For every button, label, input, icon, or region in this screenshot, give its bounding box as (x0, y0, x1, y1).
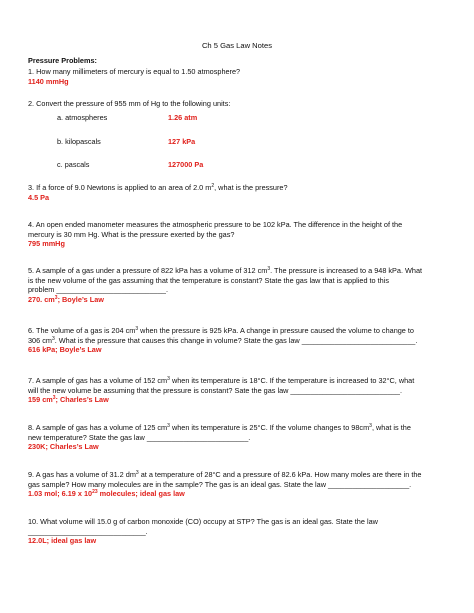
question-9-text-b: at a temperature of 28°C and a pressure of 82.6 kPa. How many moles are there in the (138, 470, 422, 479)
superscript: 3 (135, 470, 139, 476)
superscript: 3 (52, 395, 56, 402)
question-5-line-3: problem ___________________________. (28, 285, 168, 295)
question-7 (28, 376, 450, 405)
question-9-line-2: gas sample? How many molecules are in the sample? The gas is an ideal gas. State the law ____________________. (28, 479, 412, 489)
answer-1: 1140 mmHg (28, 76, 69, 86)
superscript: 3 (54, 294, 58, 301)
question-6-line-2 (28, 336, 450, 346)
question-6-text-d: . What is the pressure that causes this change in volume? State the gas law ____________________________. (54, 335, 418, 345)
part-c-label: c. pascals (57, 160, 90, 169)
question-6-text-a: 6. The volume of a gas is 204 cm (28, 326, 136, 335)
question-4-line-1: 4. An open ended manometer measures the atmospheric pressure to be 102 kPa. The difference in the height of the (28, 220, 403, 229)
question-6-text-c: 306 cm (28, 335, 52, 345)
part-a-label: a. atmospheres (57, 113, 108, 122)
question-5 (28, 266, 450, 304)
question-4 (28, 220, 450, 249)
answer-8: 230K; Charles’s Law (28, 442, 99, 452)
question-5-text-a: 5. A sample of a gas under a pressure of 822 kPa has a volume of 312 cm (28, 266, 268, 275)
question-2-part-b (57, 137, 357, 147)
answer-3: 4.5 Pa (28, 192, 50, 202)
section-heading: Pressure Problems: (28, 56, 97, 65)
question-3-text (28, 183, 450, 193)
question-9 (28, 470, 450, 499)
question-10-line-2: _____________________________. (28, 526, 148, 536)
part-b-answer: 127 kPa (168, 137, 196, 146)
question-7-text-a: 7. A sample of gas has a volume of 152 cm (28, 376, 168, 385)
part-b-label: b. kilopascals (57, 137, 101, 146)
question-6-line-1 (28, 326, 450, 336)
question-9-line-1 (28, 470, 450, 480)
question-5-line-1 (28, 266, 450, 276)
question-8-text-c: , what is the (371, 423, 411, 432)
question-5-line-2: is the new volume of the gas assuming that the temperature is constant? State the gas law that is applied to this (28, 275, 389, 285)
superscript: 3 (167, 376, 170, 382)
question-8-line-2: new temperature? State the gas law _________________________. (28, 432, 251, 442)
question-1-text: 1. How many millimeters of mercury is equal to 1.50 atmosphere? (28, 67, 241, 76)
question-1 (28, 67, 450, 86)
question-9-text-a: 9. A gas has a volume of 31.2 dm (28, 470, 136, 479)
question-8-line-1 (28, 423, 450, 433)
superscript: 2 (211, 183, 215, 189)
answer-5-a: 270. cm (28, 294, 55, 304)
answer-10: 12.0L; ideal gas law (28, 536, 97, 546)
part-c-answer: 127000 Pa (168, 160, 204, 169)
question-10-line-1: 10. What volume will 15.0 g of carbon monoxide (CO) occupy at STP? The gas is an ideal gas. State the law (28, 517, 378, 526)
question-4-line-2: mercury is 30 mm Hg. What is the pressure exerted by the gas? (28, 229, 235, 239)
superscript: 3 (369, 423, 372, 429)
question-3 (28, 183, 450, 202)
superscript: 23 (92, 489, 98, 496)
question-2-part-c (57, 160, 357, 170)
superscript: 3 (167, 423, 170, 429)
question-6-text-b: when the pressure is 925 kPa. A change in pressure caused the volume to change to (138, 326, 414, 335)
question-2-text: 2. Convert the pressure of 955 mm of Hg to the following units: (28, 99, 231, 108)
question-2-part-a (57, 113, 357, 123)
answer-4: 795 mmHg (28, 239, 65, 249)
page-title: Ch 5 Gas Law Notes (201, 41, 273, 50)
answer-9-a: 1.03 mol; 6.19 x 10 (28, 489, 93, 499)
superscript: 3 (51, 335, 55, 342)
part-a-answer: 1.26 atm (168, 113, 198, 122)
question-3-text-b: , what is the pressure? (214, 183, 288, 192)
answer-9-b: molecules; ideal gas law (97, 489, 185, 499)
question-8-text-a: 8. A sample of gas has a volume of 125 cm (28, 423, 168, 432)
question-7-line-2: will the new volume be assuming that the pressure is constant? Sate the gas law ___________________________. (28, 385, 403, 395)
question-10 (28, 517, 450, 546)
answer-7-b: ; Charles’s Law (55, 395, 109, 405)
answer-7-a: 159 cm (28, 395, 53, 405)
question-6 (28, 326, 450, 355)
question-7-text-b: when its temperature is 18°C. If the temperature is increased to 32°C, what (169, 376, 415, 385)
question-5-text-b: . The pressure is increased to a 948 kPa. What (270, 266, 423, 275)
question-8-text-b: when its temperature is 25°C. If the volume changes to 98cm (169, 423, 370, 432)
superscript: 3 (267, 266, 271, 272)
question-3-text-a: 3. If a force of 9.0 Newtons is applied to an area of 2.0 m (28, 183, 212, 192)
answer-7 (28, 395, 450, 405)
question-8 (28, 423, 450, 452)
answer-9 (28, 489, 450, 499)
answer-6: 616 kPa; Boyle’s Law (28, 345, 102, 355)
answer-5-b: ; Boyle’s Law (57, 294, 104, 304)
superscript: 3 (135, 326, 139, 332)
answer-5 (28, 295, 450, 305)
question-7-line-1 (28, 376, 450, 386)
